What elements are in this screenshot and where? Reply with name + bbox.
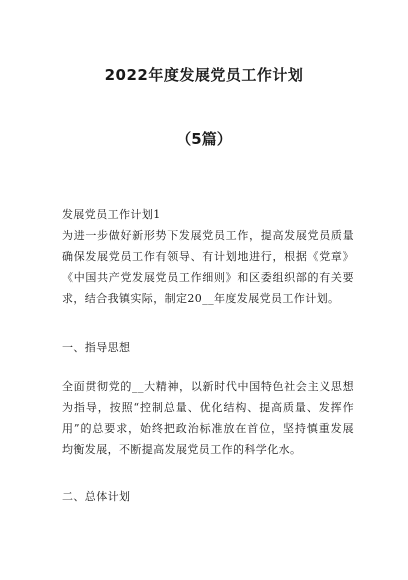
section-heading: 一、指导思想 — [62, 341, 131, 354]
section-guiding-heading — [62, 337, 354, 358]
document-subtitle: （5篇） — [176, 130, 232, 148]
paragraph-line: 均衡发展，不断提高发展党员工作的科学化水。 — [62, 443, 302, 456]
paragraph-line: 《中国共产党发展党员工作细则》和区委组织部的有关要 — [62, 271, 354, 284]
section-heading: 发展党员工作计划1 — [62, 208, 161, 221]
section-guiding-body — [62, 376, 354, 460]
section-plan-1 — [62, 204, 354, 309]
paragraph-line: 求，结合我镇实际，制定20__年度发展党员工作计划。 — [62, 292, 340, 305]
paragraph-line: 用”的总要求，始终把政治标准放在首位，坚持慎重发展 — [62, 422, 354, 435]
section-overall-heading — [62, 486, 354, 507]
paragraph-line: 为进一步做好新形势下发展党员工作，提高发展党员质量 — [62, 229, 354, 242]
paragraph-line: 全面贯彻党的__大精神，以新时代中国特色社会主义思想 — [62, 380, 354, 393]
paragraph-line: 为指导，按照“控制总量、优化结构、提高质量、发挥作 — [62, 401, 354, 414]
paragraph-line: 确保发展党员工作有领导、有计划地进行，根据《党章》 — [62, 250, 354, 263]
section-heading: 二、总体计划 — [62, 490, 131, 503]
document-title: 2022年度发展党员工作计划 — [104, 66, 304, 84]
